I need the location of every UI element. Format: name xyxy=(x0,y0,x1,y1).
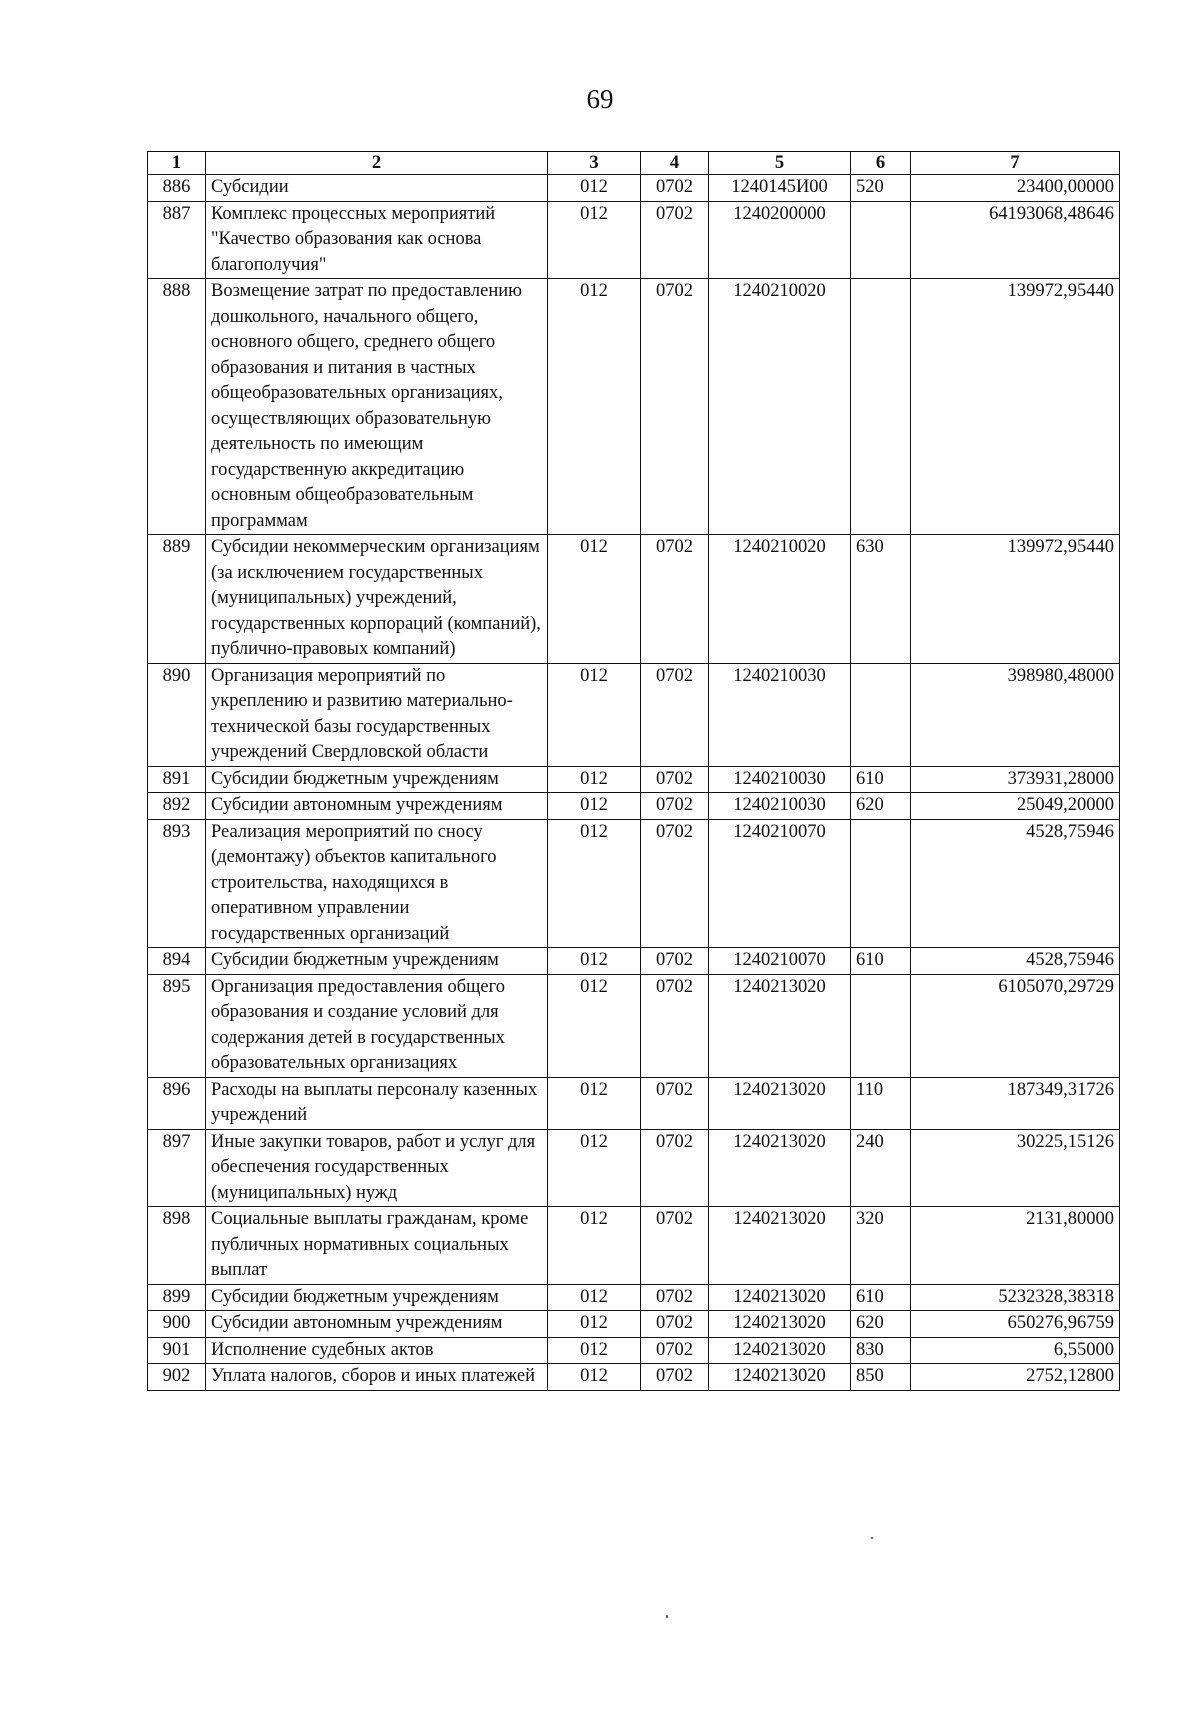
target-article-cell: 1240210020 xyxy=(709,535,851,664)
ministry-code-cell: 012 xyxy=(548,663,641,766)
budget-table xyxy=(147,151,1120,1391)
ministry-code-cell: 012 xyxy=(548,974,641,1077)
amount-cell: 2131,80000 xyxy=(911,1207,1120,1285)
target-article-cell: 1240213020 xyxy=(709,1129,851,1207)
item-name-cell: Организация предоставления общего образования и создание условий для содержания детей в государственных образовательных организациях xyxy=(206,974,548,1077)
expense-type-cell: 110 xyxy=(851,1077,911,1129)
expense-type-cell: 830 xyxy=(851,1337,911,1364)
ministry-code-cell: 012 xyxy=(548,535,641,664)
section-code-cell: 0702 xyxy=(641,974,709,1077)
section-code-cell: 0702 xyxy=(641,175,709,202)
ministry-code-cell: 012 xyxy=(548,948,641,975)
ministry-code-cell: 012 xyxy=(548,1207,641,1285)
section-code-cell: 0702 xyxy=(641,279,709,535)
table-row xyxy=(148,535,1120,664)
expense-type-cell: 850 xyxy=(851,1364,911,1391)
row-number-cell: 887 xyxy=(148,201,206,279)
section-code-cell: 0702 xyxy=(641,766,709,793)
row-number-cell: 891 xyxy=(148,766,206,793)
table-row xyxy=(148,1284,1120,1311)
target-article-cell: 1240213020 xyxy=(709,1207,851,1285)
column-header: 4 xyxy=(641,152,709,175)
table-row xyxy=(148,663,1120,766)
target-article-cell: 1240213020 xyxy=(709,1364,851,1391)
ministry-code-cell: 012 xyxy=(548,819,641,948)
amount-cell: 6105070,29729 xyxy=(911,974,1120,1077)
row-number-cell: 886 xyxy=(148,175,206,202)
item-name-cell: Возмещение затрат по предоставлению дошкольного, начального общего, основного общего, среднего общего образования и питания в частных общеобразовательных организациях, осуществляющих образовательную деятельность по имеющим государственную аккредитацию основным общеобразовательным программам xyxy=(206,279,548,535)
target-article-cell: 1240213020 xyxy=(709,974,851,1077)
column-header: 3 xyxy=(548,152,641,175)
row-number-cell: 897 xyxy=(148,1129,206,1207)
expense-type-cell: 620 xyxy=(851,1311,911,1338)
item-name-cell: Исполнение судебных актов xyxy=(206,1337,548,1364)
amount-cell: 139972,95440 xyxy=(911,279,1120,535)
table-row xyxy=(148,974,1120,1077)
target-article-cell: 1240145И00 xyxy=(709,175,851,202)
scan-speck xyxy=(871,1537,873,1539)
table-row xyxy=(148,1311,1120,1338)
amount-cell: 650276,96759 xyxy=(911,1311,1120,1338)
item-name-cell: Уплата налогов, сборов и иных платежей xyxy=(206,1364,548,1391)
row-number-cell: 899 xyxy=(148,1284,206,1311)
table-row xyxy=(148,793,1120,820)
section-code-cell: 0702 xyxy=(641,663,709,766)
row-number-cell: 896 xyxy=(148,1077,206,1129)
section-code-cell: 0702 xyxy=(641,535,709,664)
table-row xyxy=(148,1207,1120,1285)
section-code-cell: 0702 xyxy=(641,793,709,820)
item-name-cell: Субсидии бюджетным учреждениям xyxy=(206,766,548,793)
amount-cell: 2752,12800 xyxy=(911,1364,1120,1391)
expense-type-cell xyxy=(851,663,911,766)
scan-speck xyxy=(666,1615,668,1618)
ministry-code-cell: 012 xyxy=(548,279,641,535)
column-header: 5 xyxy=(709,152,851,175)
row-number-cell: 888 xyxy=(148,279,206,535)
table-body xyxy=(148,175,1120,1391)
table-row xyxy=(148,766,1120,793)
target-article-cell: 1240200000 xyxy=(709,201,851,279)
item-name-cell: Субсидии xyxy=(206,175,548,202)
target-article-cell: 1240210030 xyxy=(709,793,851,820)
amount-cell: 4528,75946 xyxy=(911,948,1120,975)
target-article-cell: 1240213020 xyxy=(709,1284,851,1311)
row-number-cell: 890 xyxy=(148,663,206,766)
ministry-code-cell: 012 xyxy=(548,1077,641,1129)
item-name-cell: Организация мероприятий по укреплению и развитию материально-технической базы государственных учреждений Свердловской области xyxy=(206,663,548,766)
ministry-code-cell: 012 xyxy=(548,1129,641,1207)
target-article-cell: 1240213020 xyxy=(709,1311,851,1338)
amount-cell: 30225,15126 xyxy=(911,1129,1120,1207)
item-name-cell: Субсидии бюджетным учреждениям xyxy=(206,1284,548,1311)
amount-cell: 4528,75946 xyxy=(911,819,1120,948)
row-number-cell: 892 xyxy=(148,793,206,820)
section-code-cell: 0702 xyxy=(641,1311,709,1338)
expense-type-cell xyxy=(851,819,911,948)
item-name-cell: Иные закупки товаров, работ и услуг для обеспечения государственных (муниципальных) нужд xyxy=(206,1129,548,1207)
row-number-cell: 889 xyxy=(148,535,206,664)
table-row xyxy=(148,1364,1120,1391)
item-name-cell: Социальные выплаты гражданам, кроме публичных нормативных социальных выплат xyxy=(206,1207,548,1285)
section-code-cell: 0702 xyxy=(641,1207,709,1285)
target-article-cell: 1240213020 xyxy=(709,1337,851,1364)
page-number: 69 xyxy=(586,84,614,114)
target-article-cell: 1240210020 xyxy=(709,279,851,535)
item-name-cell: Субсидии бюджетным учреждениям xyxy=(206,948,548,975)
expense-type-cell: 320 xyxy=(851,1207,911,1285)
expense-type-cell: 610 xyxy=(851,948,911,975)
table-row xyxy=(148,819,1120,948)
section-code-cell: 0702 xyxy=(641,201,709,279)
amount-cell: 398980,48000 xyxy=(911,663,1120,766)
expense-type-cell: 610 xyxy=(851,766,911,793)
section-code-cell: 0702 xyxy=(641,948,709,975)
expense-type-cell: 610 xyxy=(851,1284,911,1311)
table-header-row xyxy=(148,152,1120,175)
row-number-cell: 893 xyxy=(148,819,206,948)
row-number-cell: 901 xyxy=(148,1337,206,1364)
target-article-cell: 1240210030 xyxy=(709,766,851,793)
column-header: 7 xyxy=(911,152,1120,175)
item-name-cell: Субсидии автономным учреждениям xyxy=(206,1311,548,1338)
expense-type-cell: 240 xyxy=(851,1129,911,1207)
ministry-code-cell: 012 xyxy=(548,793,641,820)
target-article-cell: 1240210070 xyxy=(709,819,851,948)
row-number-cell: 902 xyxy=(148,1364,206,1391)
table-row xyxy=(148,1129,1120,1207)
section-code-cell: 0702 xyxy=(641,1129,709,1207)
target-article-cell: 1240213020 xyxy=(709,1077,851,1129)
table-row xyxy=(148,948,1120,975)
expense-type-cell xyxy=(851,279,911,535)
ministry-code-cell: 012 xyxy=(548,201,641,279)
ministry-code-cell: 012 xyxy=(548,766,641,793)
ministry-code-cell: 012 xyxy=(548,1337,641,1364)
item-name-cell: Субсидии автономным учреждениям xyxy=(206,793,548,820)
table-row xyxy=(148,279,1120,535)
row-number-cell: 900 xyxy=(148,1311,206,1338)
amount-cell: 25049,20000 xyxy=(911,793,1120,820)
table-row xyxy=(148,1337,1120,1364)
section-code-cell: 0702 xyxy=(641,1077,709,1129)
section-code-cell: 0702 xyxy=(641,1284,709,1311)
column-header: 1 xyxy=(148,152,206,175)
expense-type-cell xyxy=(851,974,911,1077)
item-name-cell: Реализация мероприятий по сносу (демонтажу) объектов капитального строительства, находящихся в оперативном управлении государственных организаций xyxy=(206,819,548,948)
amount-cell: 6,55000 xyxy=(911,1337,1120,1364)
row-number-cell: 895 xyxy=(148,974,206,1077)
amount-cell: 373931,28000 xyxy=(911,766,1120,793)
item-name-cell: Расходы на выплаты персоналу казенных учреждений xyxy=(206,1077,548,1129)
expense-type-cell: 620 xyxy=(851,793,911,820)
target-article-cell: 1240210030 xyxy=(709,663,851,766)
ministry-code-cell: 012 xyxy=(548,1284,641,1311)
section-code-cell: 0702 xyxy=(641,1337,709,1364)
ministry-code-cell: 012 xyxy=(548,1311,641,1338)
expense-type-cell: 630 xyxy=(851,535,911,664)
item-name-cell: Субсидии некоммерческим организациям (за исключением государственных (муниципальных) учреждений, государственных корпораций (компаний), публично-правовых компаний) xyxy=(206,535,548,664)
amount-cell: 187349,31726 xyxy=(911,1077,1120,1129)
expense-type-cell: 520 xyxy=(851,175,911,202)
column-header: 6 xyxy=(851,152,911,175)
table-row xyxy=(148,201,1120,279)
ministry-code-cell: 012 xyxy=(548,175,641,202)
section-code-cell: 0702 xyxy=(641,819,709,948)
row-number-cell: 894 xyxy=(148,948,206,975)
amount-cell: 23400,00000 xyxy=(911,175,1120,202)
section-code-cell: 0702 xyxy=(641,1364,709,1391)
column-header: 2 xyxy=(206,152,548,175)
expense-type-cell xyxy=(851,201,911,279)
amount-cell: 139972,95440 xyxy=(911,535,1120,664)
ministry-code-cell: 012 xyxy=(548,1364,641,1391)
target-article-cell: 1240210070 xyxy=(709,948,851,975)
amount-cell: 5232328,38318 xyxy=(911,1284,1120,1311)
row-number-cell: 898 xyxy=(148,1207,206,1285)
item-name-cell: Комплекс процессных мероприятий "Качество образования как основа благополучия" xyxy=(206,201,548,279)
table-row xyxy=(148,1077,1120,1129)
table-row xyxy=(148,175,1120,202)
amount-cell: 64193068,48646 xyxy=(911,201,1120,279)
